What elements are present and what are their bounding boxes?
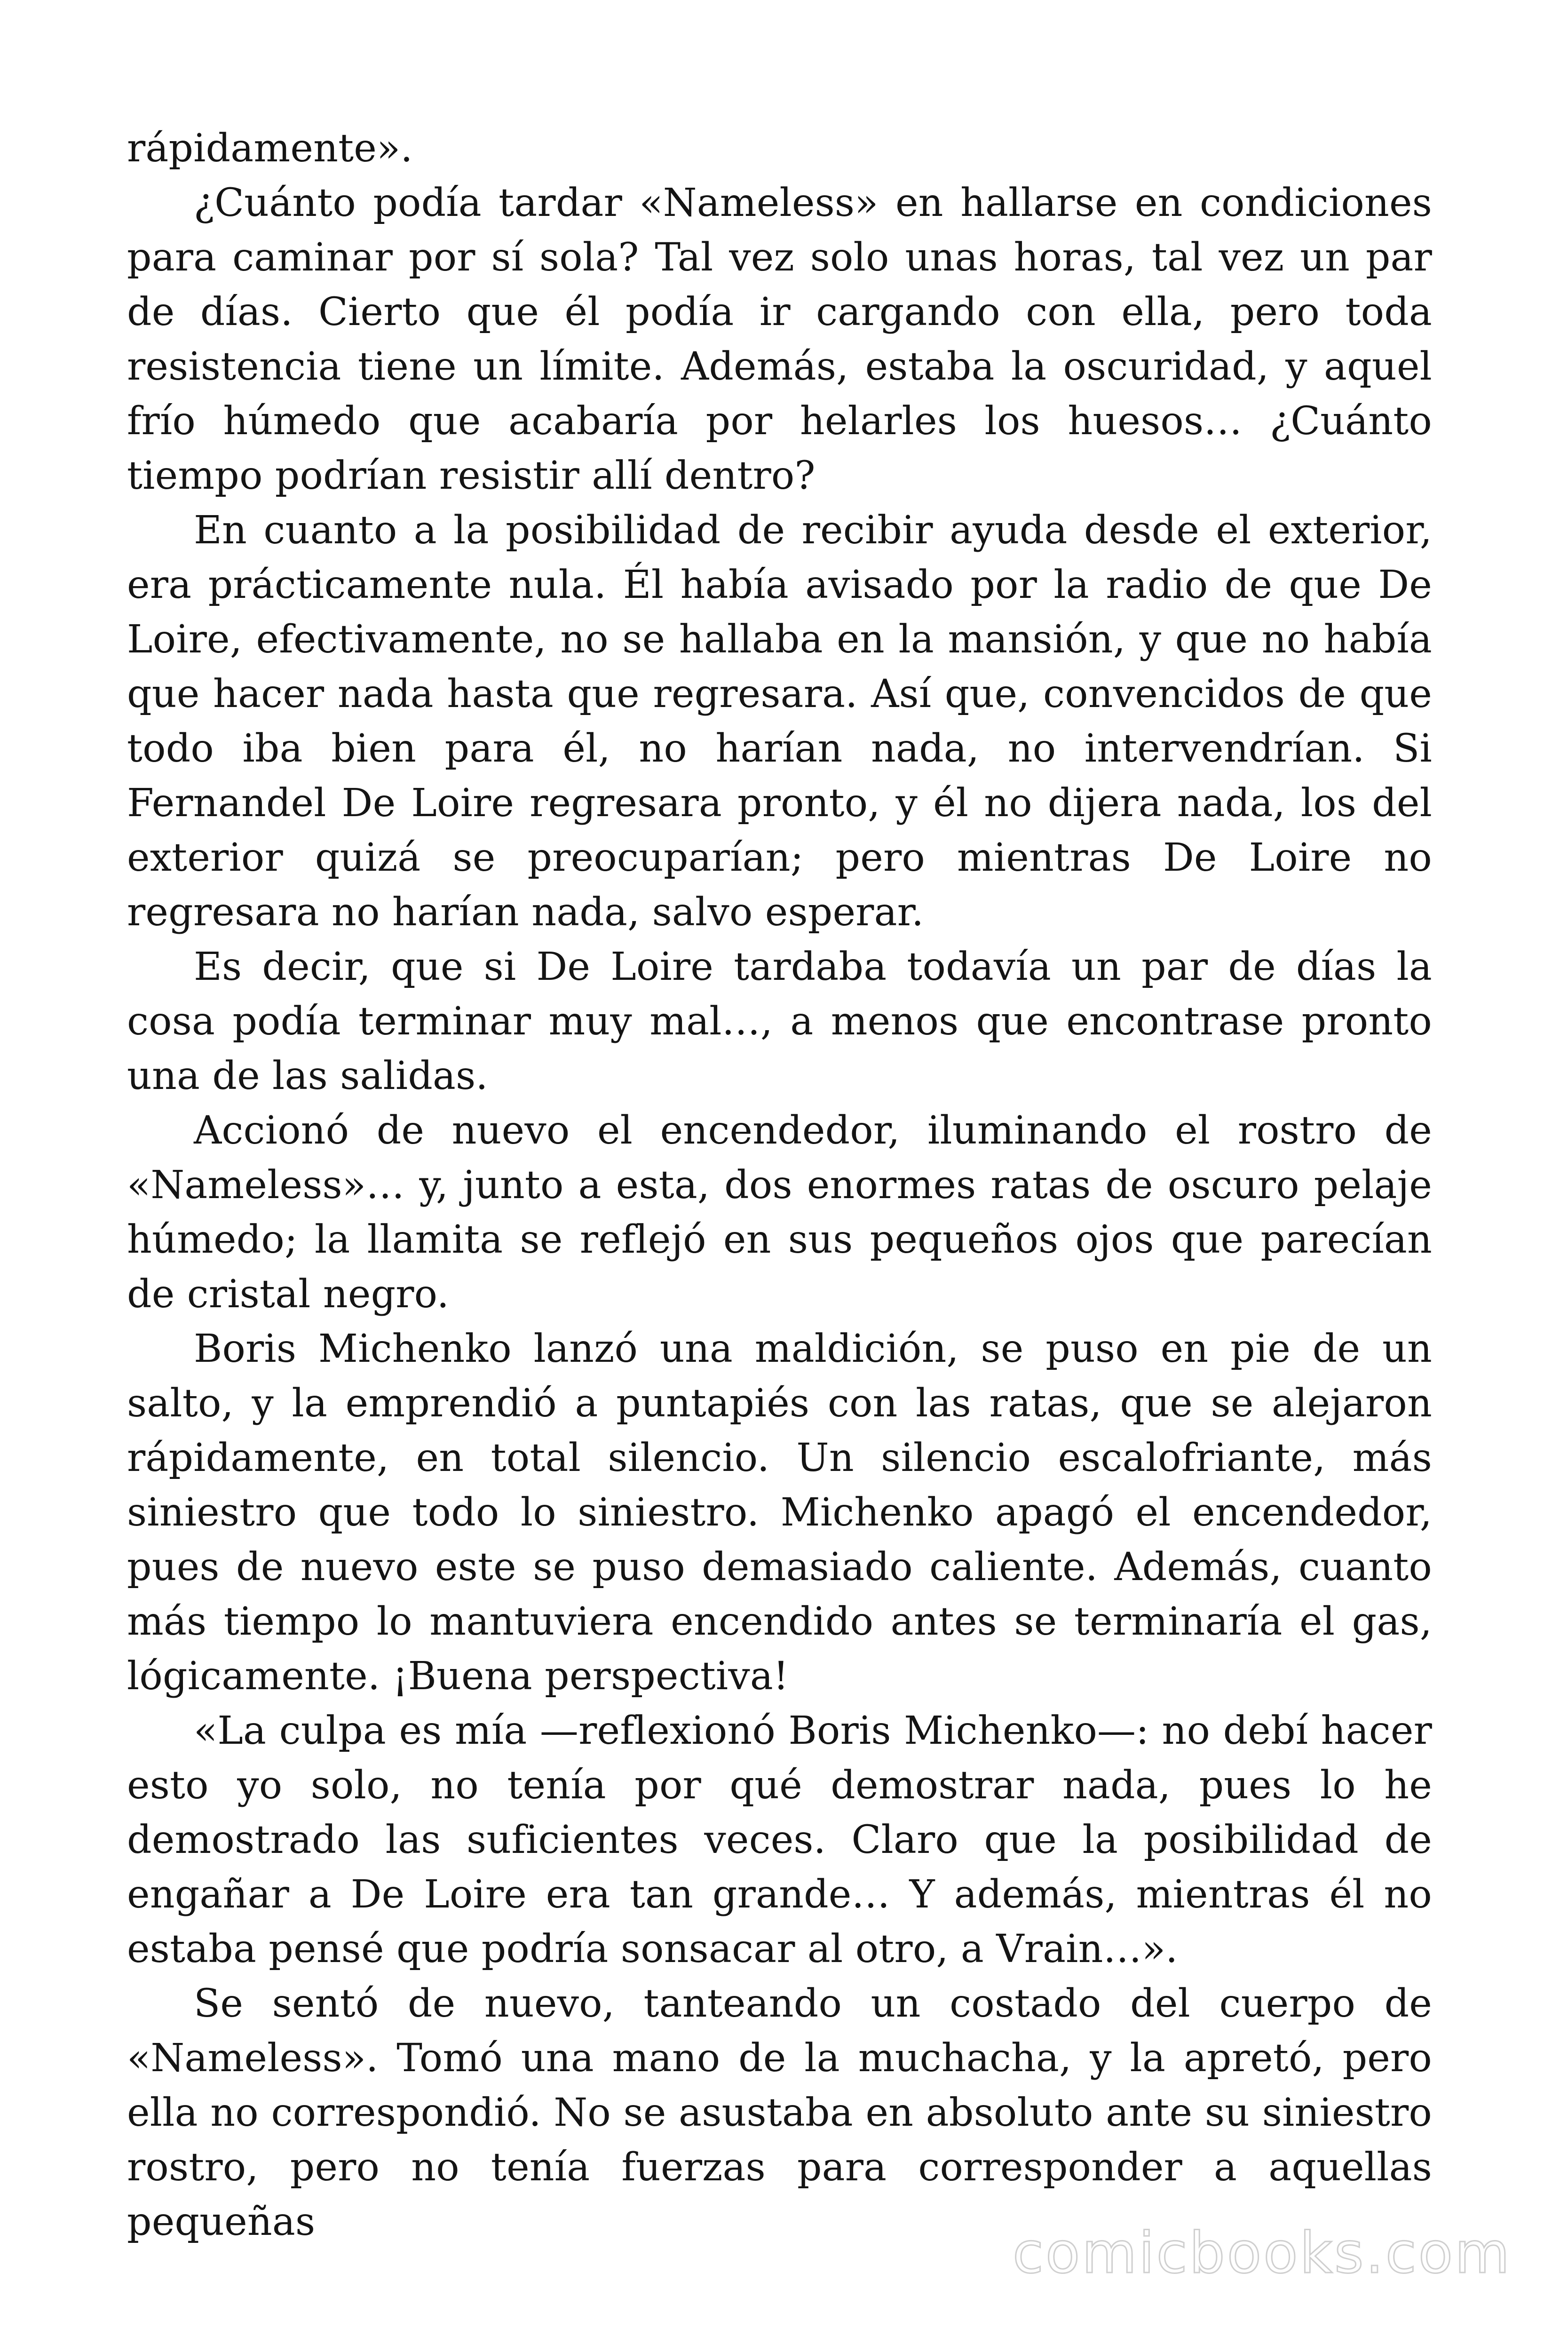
paragraph: Boris Michenko lanzó una maldición, se puso en pie de un salto, y la emprendió a puntapiés con las ratas, que se alejaron rápidamente, en total silencio. Un silencio escalofriante, más siniestro que todo lo siniestro. Michenko apagó el encendedor, pues de nuevo este se puso demasiado caliente. Además, cuanto más tiempo lo mantuviera encendido antes se terminaría el gas, lógicamente. ¡Buena perspectiva! (127, 1327, 1432, 1699)
paragraph: ¿Cuánto podía tardar «Nameless» en hallarse en condiciones para caminar por sí sola? Tal vez solo unas horas, tal vez un par de días. Cierto que él podía ir cargando con ella, pero toda resistencia tiene un límite. Además, estaba la oscuridad, y aquel frío húmedo que acabaría por helarles los huesos… ¿Cuánto tiempo podrían resistir allí dentro? (127, 181, 1432, 498)
paragraph: En cuanto a la posibilidad de recibir ayuda desde el exterior, era prácticamente nula. Él había avisado por la radio de que De Loire, efectivamente, no se hallaba en la mansión, y que no había que hacer nada hasta que regresara. Así que, convencidos de que todo iba bien para él, no harían nada, no intervendrían. Si Fernandel De Loire regresara pronto, y él no dijera nada, los del exterior quizá se preocuparían; pero mientras De Loire no regresara no harían nada, salvo esperar. (127, 508, 1432, 935)
paragraph: «La culpa es mía —reflexionó Boris Michenko—: no debí hacer esto yo solo, no tenía por qué demostrar nada, pues lo he demostrado las suficientes veces. Claro que la posibilidad de engañar a De Loire era tan grande… Y además, mientras él no estaba pensé que podría sonsacar al otro, a Vrain…». (127, 1708, 1432, 1971)
paragraph: Accionó de nuevo el encendedor, iluminando el rostro de «Nameless»… y, junto a esta, dos enormes ratas de oscuro pelaje húmedo; la llamita se reflejó en sus pequeños ojos que parecían de cristal negro. (127, 1108, 1432, 1317)
watermark-text: comicbooks.com (1012, 2221, 1512, 2286)
paragraph: Es decir, que si De Loire tardaba todavía un par de días la cosa podía terminar muy mal…, a menos que encontrase pronto una de las salidas. (127, 945, 1432, 1098)
paragraph-continuation: rápidamente». (127, 126, 413, 171)
book-page-text (127, 121, 1432, 2249)
paragraph: Se sentó de nuevo, tanteando un costado del cuerpo de «Nameless». Tomó una mano de la muchacha, y la apretó, pero ella no correspondió. No se asustaba en absoluto ante su siniestro rostro, pero no tenía fuerzas para corresponder a aquellas pequeñas (127, 1981, 1432, 2244)
